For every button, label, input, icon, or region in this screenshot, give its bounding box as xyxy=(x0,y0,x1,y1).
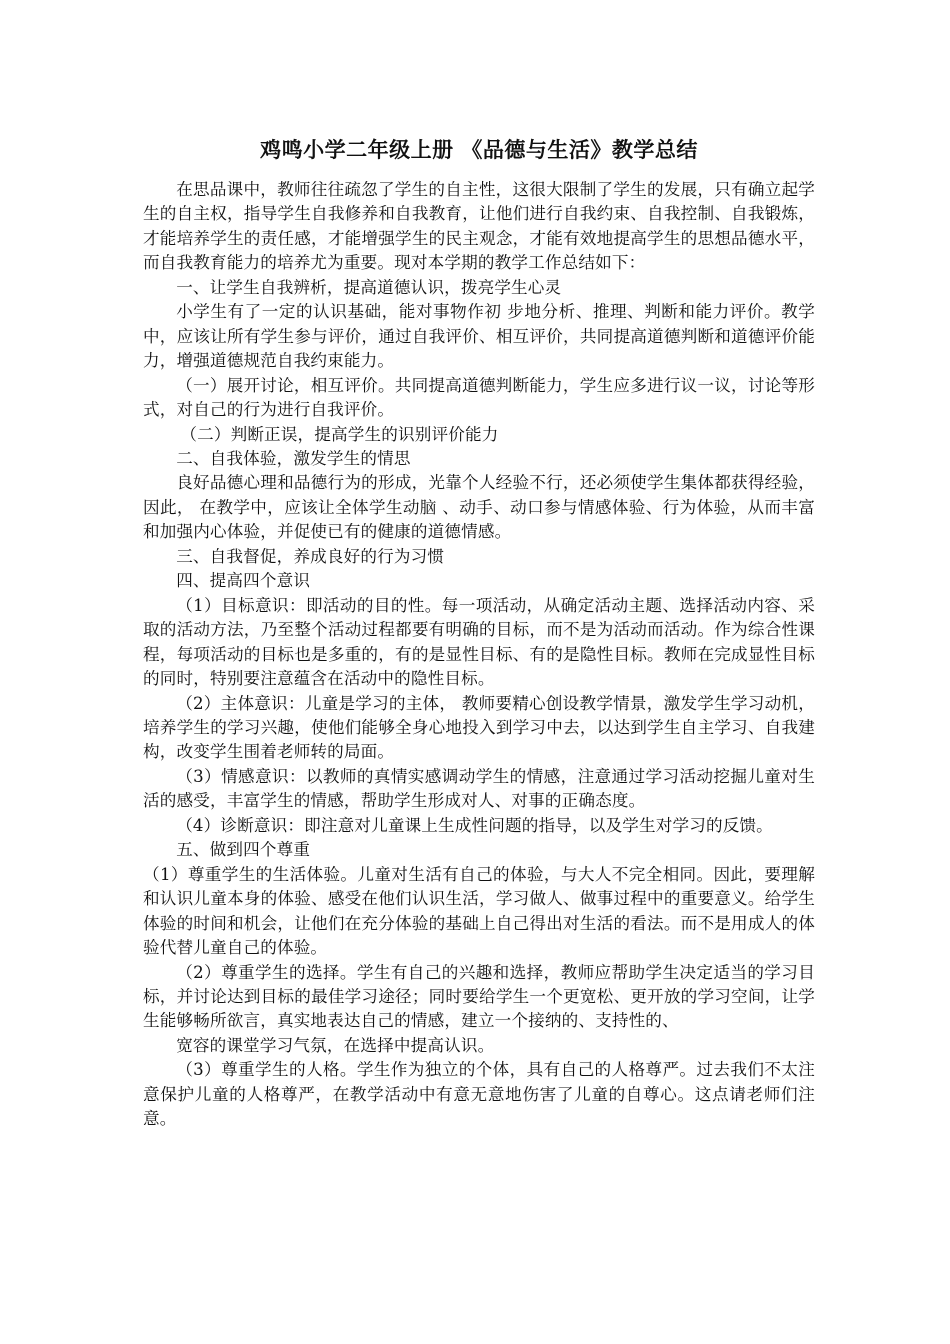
paragraph: （2）主体意识：儿童是学习的主体， 教师要精心创设教学情景，激发学生学习动机，培养学生的学习兴趣，使他们能够全身心地投入到学习中去，以达到学生自主学习、自我建构，改变学生围着老师转的局面。 xyxy=(143,693,815,762)
paragraph: （3）情感意识：以教师的真情实感调动学生的情感，注意通过学习活动挖掘儿童对生活的感受，丰富学生的情感，帮助学生形成对人、对事的正确态度。 xyxy=(143,766,815,811)
paragraph: 宽容的课堂学习气氛，在选择中提高认识。 xyxy=(176,1035,495,1055)
paragraph: 三、自我督促，养成良好的行为习惯 xyxy=(176,546,445,566)
paragraph: （1）目标意识：即活动的目的性。每一项活动，从确定活动主题、选择活动内容、采取的活动方法，乃至整个活动过程都要有明确的目标，而不是为活动而活动。作为综合性课程，每项活动的目标也是多重的，有的是显性目标、有的是隐性目标。教师在完成显性目标的同时，特别要注意蕴含在活动中的隐性目标。 xyxy=(143,595,815,689)
paragraph: 四、提高四个意识 xyxy=(176,571,311,591)
paragraph: （一）展开讨论，相互评价。共同提高道德判断能力，学生应多进行议一议，讨论等形式，对自己的行为进行自我评价。 xyxy=(143,375,815,420)
paragraph: 二、自我体验，激发学生的情思 xyxy=(176,448,411,468)
paragraph-list xyxy=(143,178,815,1132)
paragraph: 小学生有了一定的认识基础，能对事物作初 步地分析、推理、判断和能力评价。教学中，应该让所有学生参与评价，通过自我评价、相互评价，共同提高道德判断和道德评价能力，增强道德规范自我约束能力。 xyxy=(143,302,815,371)
paragraph: 在思品课中，教师往往疏忽了学生的自主性，这很大限制了学生的发展，只有确立起学生的自主权，指导学生自我修养和自我教育，让他们进行自我约束、自我控制、自我锻炼，才能培养学生的责任感，才能增强学生的民主观念，才能有效地提高学生的思想品德水平，而自我教育能力的培养尤为重要。现对本学期的教学工作总结如下： xyxy=(143,180,815,273)
paragraph: （2）尊重学生的选择。学生有自己的兴趣和选择，教师应帮助学生决定适当的学习目标，并讨论达到目标的最佳学习途径；同时要给学生一个更宽松、更开放的学习空间，让学生能够畅所欲言，真实地表达自己的情感，建立一个接纳的、支持性的、 xyxy=(143,962,815,1031)
paragraph: 良好品德心理和品德行为的形成，光靠个人经验不行，还必须使学生集体都获得经验，因此， 在教学中，应该让全体学生动脑 、动手、动口参与情感体验、行为体验，从而丰富和加强内心体验，并促使已有的健康的道德情感。 xyxy=(143,473,815,542)
paragraph: （3）尊重学生的人格。学生作为独立的个体，具有自己的人格尊严。过去我们不太注意保护儿童的人格尊严，在教学活动中有意无意地伤害了儿童的自尊心。这点请老师们注意。 xyxy=(143,1060,815,1129)
paragraph: （4）诊断意识：即注意对儿童课上生成性问题的指导，以及学生对学习的反馈。 xyxy=(176,815,773,835)
paragraph: 一、让学生自我辨析，提高道德认识，拨亮学生心灵 xyxy=(176,277,562,297)
paragraph: 五、做到四个尊重 xyxy=(176,840,311,860)
document-body xyxy=(143,132,815,1132)
paragraph: （二）判断正误，提高学生的识别评价能力 xyxy=(180,424,499,444)
document-title: 鸡鸣小学二年级上册 《品德与生活》教学总结 xyxy=(260,138,698,162)
paragraph: （1）尊重学生的生活体验。儿童对生活有自己的体验，与大人不完全相同。因此，要理解和认识儿童本身的体验、感受在他们认识生活，学习做人、做事过程中的重要意义。给学生体验的时间和机会，让他们在充分体验的基础上自己得出对生活的看法。而不是用成人的体验代替儿童自己的体验。 xyxy=(143,864,815,958)
